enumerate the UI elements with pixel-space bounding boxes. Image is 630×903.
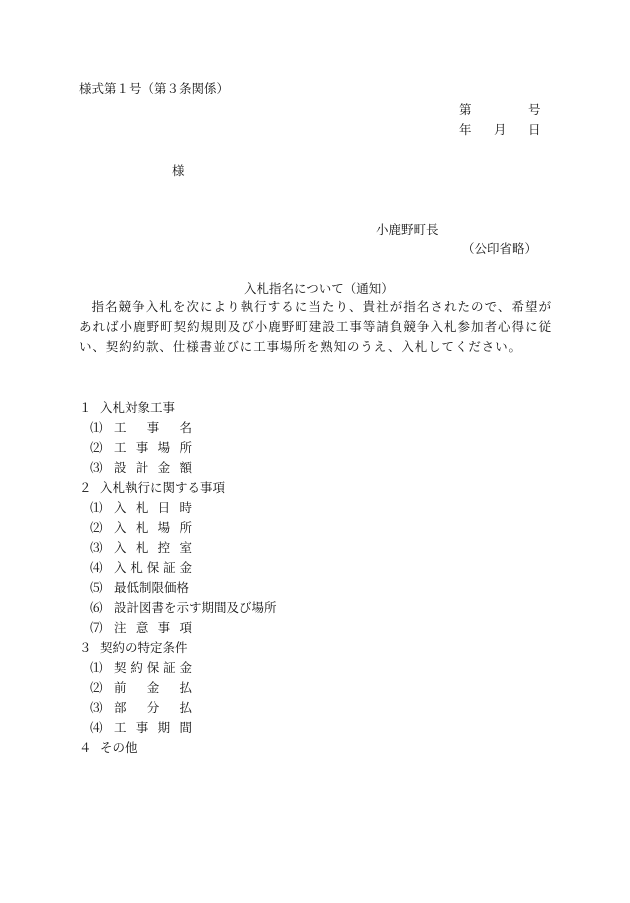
item-label-char: 所 bbox=[179, 440, 192, 455]
item-label-char: 項 bbox=[179, 620, 192, 635]
item-label-char: 注 bbox=[114, 620, 127, 635]
item-label-char: 工 bbox=[114, 440, 127, 455]
item-label-char: 札 bbox=[135, 520, 149, 535]
item-label-char: 工 bbox=[114, 420, 127, 435]
item-label-char: 額 bbox=[179, 460, 192, 475]
section-label: その他 bbox=[100, 740, 138, 755]
item-label-char: 金 bbox=[146, 680, 160, 695]
date-year-label: 年 bbox=[459, 122, 472, 137]
item-number: ⑺ bbox=[90, 620, 103, 635]
item-label-char: 入 bbox=[114, 560, 127, 575]
item-label-char: 約 bbox=[130, 660, 143, 675]
item-label-char: 払 bbox=[179, 700, 192, 715]
item-number: ⑴ bbox=[90, 500, 103, 515]
item-label-char: 事 bbox=[146, 420, 160, 435]
item-label bbox=[114, 540, 192, 556]
item-label-char: 場 bbox=[157, 520, 171, 535]
item-label-char: 設 bbox=[114, 460, 127, 475]
item-label bbox=[114, 660, 192, 676]
item-label-char: 間 bbox=[179, 720, 192, 735]
item-label-char: 分 bbox=[146, 700, 160, 715]
section-number: ２ bbox=[79, 480, 92, 495]
item-label-char: 工 bbox=[114, 720, 127, 735]
item-label-char: 場 bbox=[157, 440, 171, 455]
item-number: ⑸ bbox=[90, 580, 103, 595]
item-label bbox=[114, 420, 192, 436]
item-label bbox=[114, 560, 192, 576]
item-label-char: 入 bbox=[114, 500, 127, 515]
item-label-char: 前 bbox=[114, 680, 127, 695]
section-label: 入札対象工事 bbox=[100, 400, 176, 415]
item-label bbox=[114, 520, 192, 536]
item-label bbox=[114, 500, 192, 516]
item-label-char: 金 bbox=[157, 460, 171, 475]
item-label-char: 金 bbox=[179, 560, 192, 575]
item-label-char: 控 bbox=[157, 540, 171, 555]
item-label-char: 所 bbox=[179, 520, 192, 535]
sender-name: 小鹿野町長 bbox=[376, 222, 439, 237]
item-number: ⑶ bbox=[90, 460, 103, 475]
date-month-label: 月 bbox=[494, 122, 507, 137]
item-label-char: 払 bbox=[179, 680, 192, 695]
item-label-char: 名 bbox=[179, 420, 192, 435]
item-label bbox=[114, 620, 192, 636]
item-label bbox=[114, 700, 192, 716]
item-number: ⑷ bbox=[90, 720, 103, 735]
item-number: ⑵ bbox=[90, 520, 103, 535]
item-label-char: 時 bbox=[179, 500, 192, 515]
item-label-char: 室 bbox=[179, 540, 192, 555]
item-number: ⑷ bbox=[90, 560, 103, 575]
document-number-suffix: 号 bbox=[528, 102, 541, 117]
item-label-char: 証 bbox=[163, 560, 176, 575]
notice-title: 入札指名について（通知） bbox=[244, 281, 394, 296]
item-number: ⑶ bbox=[90, 700, 103, 715]
item-number: ⑴ bbox=[90, 660, 103, 675]
item-number: ⑴ bbox=[90, 420, 103, 435]
notice-body: 指名競争入札を次により執行するに当たり、貴社が指名されたので、希望があれば小鹿野町契約規則及び小鹿野町建設工事等請負競争入札参加者心得に従い、契約約款、仕様書並びに工事場所を熟知のうえ、入札してください。 bbox=[79, 299, 552, 354]
item-label: 設計図書を示す期間及び場所 bbox=[114, 600, 277, 615]
item-label-char: 事 bbox=[135, 440, 149, 455]
section-number: ４ bbox=[79, 740, 92, 755]
section-number: ３ bbox=[79, 640, 92, 655]
item-number: ⑶ bbox=[90, 540, 103, 555]
item-label-char: 証 bbox=[163, 660, 176, 675]
item-label bbox=[114, 460, 192, 476]
item-number: ⑹ bbox=[90, 600, 103, 615]
section-number: １ bbox=[79, 400, 92, 415]
item-label-char: 事 bbox=[157, 620, 171, 635]
item-label-char: 意 bbox=[135, 620, 149, 635]
item-label-char: 札 bbox=[135, 540, 149, 555]
seal-omitted-note: （公印省略） bbox=[462, 241, 538, 256]
item-label-char: 札 bbox=[130, 560, 143, 575]
item-label-char: 金 bbox=[179, 660, 192, 675]
item-label-char: 入 bbox=[114, 540, 127, 555]
date-day-label: 日 bbox=[528, 122, 541, 137]
item-label-char: 部 bbox=[114, 700, 127, 715]
item-label: 最低制限価格 bbox=[114, 580, 190, 595]
item-label-char: 保 bbox=[146, 660, 160, 675]
item-label-char: 保 bbox=[146, 560, 160, 575]
item-label-char: 日 bbox=[157, 500, 171, 515]
item-number: ⑵ bbox=[90, 440, 103, 455]
item-label-char: 契 bbox=[114, 660, 127, 675]
item-label bbox=[114, 680, 192, 696]
section-label: 契約の特定条件 bbox=[100, 640, 188, 655]
item-label-char: 入 bbox=[114, 520, 127, 535]
item-label-char: 事 bbox=[135, 720, 149, 735]
item-label-char: 札 bbox=[135, 500, 149, 515]
addressee-honorific: 様 bbox=[172, 163, 185, 178]
item-label bbox=[114, 720, 192, 736]
item-number: ⑵ bbox=[90, 680, 103, 695]
section-label: 入札執行に関する事項 bbox=[100, 480, 226, 495]
item-label-char: 計 bbox=[135, 460, 149, 475]
item-label-char: 期 bbox=[157, 720, 171, 735]
item-label bbox=[114, 440, 192, 456]
form-title: 様式第１号（第３条関係） bbox=[79, 81, 230, 96]
document-number-prefix: 第 bbox=[459, 102, 472, 117]
